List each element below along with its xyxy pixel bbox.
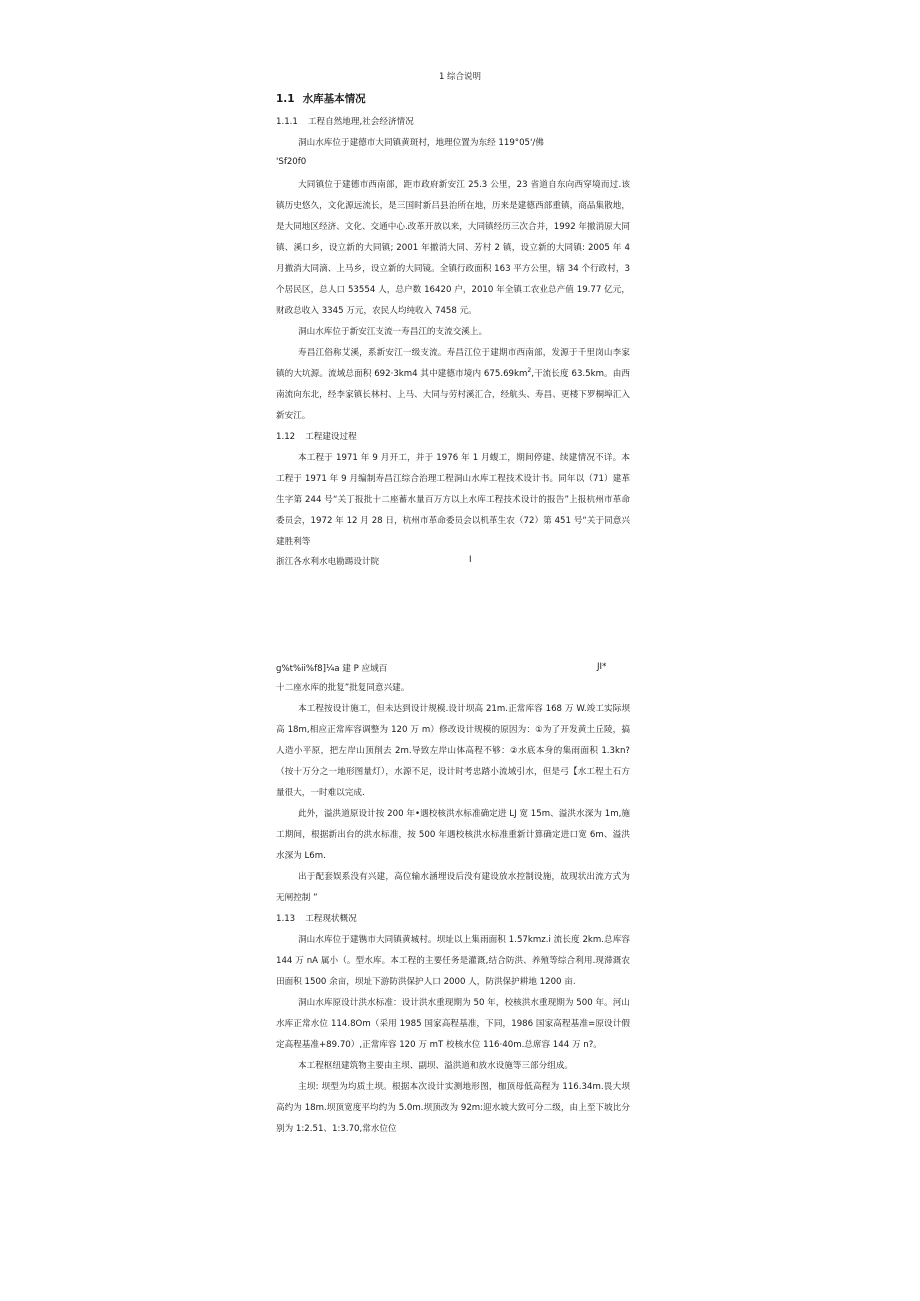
subsection-number: 1.13 bbox=[276, 914, 296, 924]
paragraph-river-description bbox=[276, 343, 630, 427]
subsection-number: 1.12 bbox=[276, 432, 296, 442]
paragraph-flood-standard: 洞山水库原设计洪水标准：设计洪水重现期为 50 年，校核洪水重现期为 500 年。河山水库正常水位 114.8Om（采用 1985 国家高程基准，下同，1986 国家高程基准=原设计假定高程基准+89.70）,正常库容 120 万 mT 校核水位 116·40m.总席容 144 万 n?。 bbox=[276, 998, 630, 1050]
paragraph-location: 洞山水库位于建德市大同镇黄斑村，地理位置为东经 119°05'/佛 bbox=[298, 138, 544, 148]
paragraph-construction-history: 本工程于 1971 年 9 月开工，并于 1976 年 1 月蝮工，期间停建、续建情况不详。本工程于 1971 年 9 月编制寿昌江综合治理工程洞山水库工程技术设计书。同年以（71）建革生字第 244 号“关丁报批十二座蓄水量百万方以上水库工程技术设计的报告”上报杭州市革命委员会，1972 年 12 月 28 日，杭州市革命委员会以机革生农（72）第 451 号“关于同意兴建胜利等 bbox=[276, 453, 630, 547]
footer-institute: 浙江各水利水电勘踢设计院 bbox=[276, 557, 380, 567]
subsection-heading-1-1-2 bbox=[276, 427, 630, 448]
subsection-heading-1-1-3 bbox=[276, 909, 630, 930]
content-part-2 bbox=[276, 175, 630, 553]
section-number: 1.1 bbox=[276, 93, 295, 105]
river-text-a: 寿昌江俗称艾溪，系新安江一级支流。寿昌江位于建期市西南部，发源于千里岗山李家镇的大坑源。流域总面积 692·3km4 其中建德市境内 675.69km bbox=[276, 348, 630, 379]
river-text-b: ,干流长度 63.5km。由西南流向东北，经李家镇长林村、上马、大同与劳村溪汇合，经航头、寿昌、更楼下罗桐埠汇入新安江。 bbox=[276, 369, 630, 421]
paragraph-structures: 本工程枢纽建筑物主要由主坝、副坝、溢洪道和放水设施等三部分组成。 bbox=[298, 1061, 574, 1071]
subsection-title: 工程现状概况 bbox=[305, 914, 357, 924]
coordinate-fragment: 'Sf20f0 bbox=[276, 157, 307, 167]
garbled-header-text: g%t%ii%f8]¼a 建 P 应域百 bbox=[276, 664, 388, 674]
paragraph-current-status: 洞山水库位于建镌市大同镇黄城村。坝址以上集雨面积 1.57kmz.i 流长度 2km.总库容 144 万 nA 属小（。型水库。本工程的主要任务是灌溉,结合防洪、养殖等综合利用.现滞溉农田面积 1500 余亩，坝址下游防洪保护人口 2000 人，防洪保护耕地 1200 亩. bbox=[276, 935, 630, 987]
content-part-1 bbox=[276, 112, 630, 154]
paragraph-spillway: 此外，溢洪道原设计按 200 年•遇校核洪水标准确定进 LJ 宽 15m、溢洪水深为 1m,施工期间，根据新出台的洪水标准，按 500 年遇校核洪水标准重新计算确定进口宽 6m、溢洪水深为 L6m. bbox=[276, 809, 630, 861]
footer-page-mark: I bbox=[469, 555, 472, 565]
subsection-number: 1.1.1 bbox=[276, 117, 298, 127]
subsection-heading-1-1-1 bbox=[276, 112, 630, 133]
paragraph-outflow-control: 出于配套娱系没有兴建，高位输水涵埋设后没有建设放水控制设施，故现状出流方式为无闸控制 ” bbox=[276, 872, 630, 903]
superscript: 2 bbox=[527, 367, 532, 375]
subsection-title: 工程建设过程 bbox=[305, 432, 357, 442]
paragraph-approval: 十二座水库的批复”批复同意兴建。 bbox=[276, 683, 410, 693]
paragraph-design-changes: 本工程按设计施工，但未达到设计规模.设计坝高 21m.正常库容 168 万 W.竣工实际坝高 18m,相应正常库容调整为 120 万 m）修改设计规模的原因为：①为了开发黄土丘陵，搞人造小平原，把左岸山顶削去 2m.导致左岸山体高程不够：②水底本身的集雨面积 1.3kn?（按十万分之一地形图量灯），水源不足，设计时考忠踏小流域引水，但是弓【水工程土石方量很大，一时难以完成. bbox=[276, 704, 630, 798]
paragraph-town-overview: 大同镇位于建德市西南部，距市政府新安江 25.3 公里，23 省道自东向西穿境而过.该镇历史悠久，文化源远流长，是三国时新吕县治所在地，历来是建德西部重镇，商品集散地，是大同地区经济、文化、交通中心.改革开放以来，大同镇经历三次合并，1992 年撤消原大同镇、溪口乡，设立新的大同镇; 2001 年撤消大同、芳村 2 镇，设立新的大同镇: 2005 年 4 月撤消大同滴、上马乡，设立新的大同镜。全镇行政面积 163 平方公里，辖 34 个行政村，3 个居民区，总人口 53554 人，总户数 16420 户，2010 年全镇工农业总产值 19.77 亿元，财政总收入 3345 万元，农民人均纯收入 7458 元。 bbox=[276, 180, 630, 316]
section-heading-1-1 bbox=[276, 91, 366, 106]
garbled-header-mark: JI* bbox=[597, 662, 607, 672]
subsection-title: 工程自然地理,社会经济情况 bbox=[307, 117, 414, 127]
page-title: 1 综合说明 bbox=[438, 72, 482, 82]
paragraph-reservoir-location: 洞山水库位于新安江支流一寿昌江的支流交溪上。 bbox=[298, 327, 488, 337]
section-title: 水库基本情况 bbox=[302, 93, 366, 105]
content-part-3 bbox=[276, 678, 630, 1140]
paragraph-main-dam: 主坝: 坝型为均质土坝。根据本次设计实测地形图，枷顶母低高程为 116.34m.畏大坝高约为 18m.坝顶宽度平均约为 5.0m.坝顶改为 92m:迎水坡大致可分二级，由上至下坡比分别为 1:2.51、1:3.70,常水位位 bbox=[276, 1082, 630, 1134]
